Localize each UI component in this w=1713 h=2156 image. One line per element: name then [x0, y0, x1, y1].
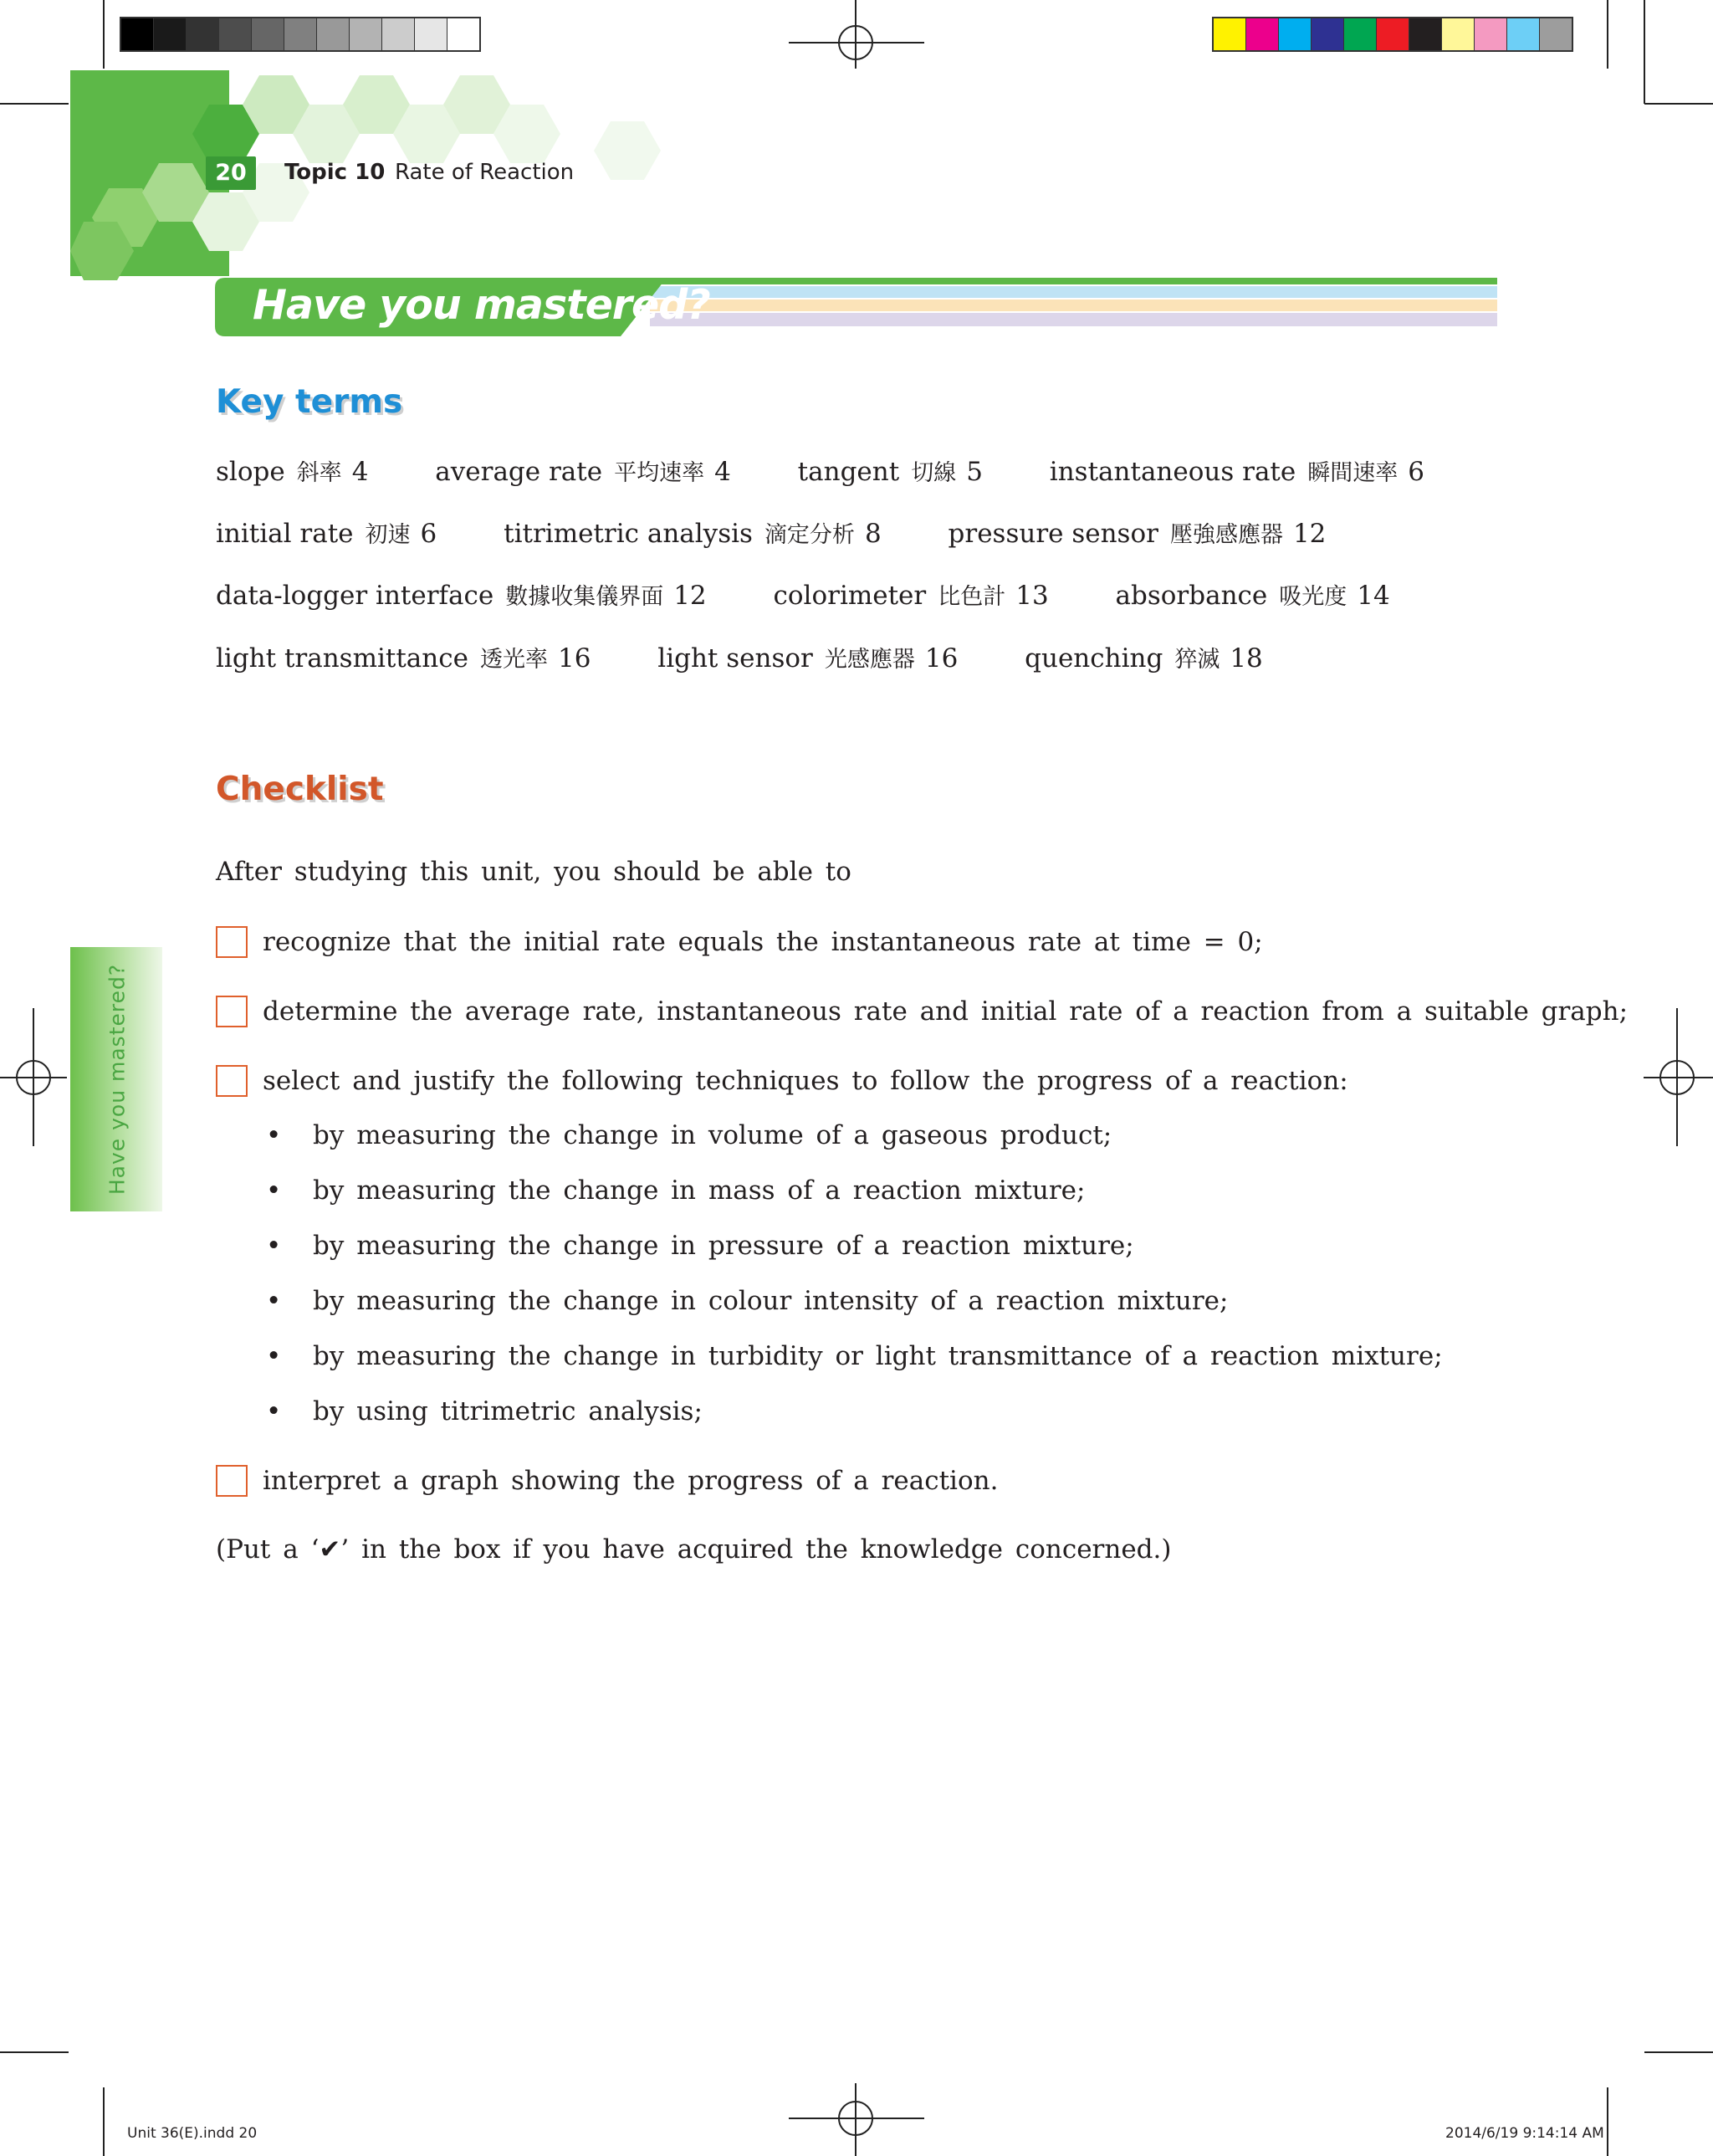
- page-number: 20: [215, 160, 247, 186]
- checkbox[interactable]: [216, 1065, 248, 1097]
- key-terms-heading: Key terms: [216, 383, 403, 421]
- banner-stripe-yellow: [650, 300, 1497, 311]
- bullet-icon: •: [266, 1175, 282, 1206]
- bullet-item: • by measuring the change in mass of a reaction mixture;: [266, 1175, 1086, 1206]
- banner-stripe-purple: [650, 313, 1497, 326]
- key-term: average rate 平均速率 4: [435, 457, 731, 487]
- bullet-icon: •: [266, 1396, 282, 1426]
- checklist-item-text: select and justify the following techniques to follow the progress of a reaction:: [263, 1066, 1348, 1096]
- bullet-item: • by measuring the change in turbidity or light transmittance of a reaction mixture;: [266, 1341, 1443, 1371]
- checklist-item-text: interpret a graph showing the progress of a reaction.: [263, 1466, 999, 1496]
- topic-name: Rate of Reaction: [395, 160, 575, 185]
- key-term: pressure sensor 壓強感應器 12: [948, 519, 1327, 549]
- key-term: titrimetric analysis 滴定分析 8: [504, 519, 882, 549]
- footer-file-slug: Unit 36(E).indd 20: [127, 2125, 258, 2142]
- checkbox[interactable]: [216, 996, 248, 1027]
- checkbox[interactable]: [216, 926, 248, 958]
- banner-stripe-blue: [650, 286, 1497, 298]
- key-terms-row-4: [216, 641, 1263, 673]
- checklist-item: [216, 924, 1263, 960]
- key-term: tangent 切線 5: [797, 457, 983, 487]
- key-term: absorbance 吸光度 14: [1115, 581, 1390, 611]
- checklist-heading: Checklist: [216, 771, 384, 808]
- key-term: slope 斜率 4: [216, 457, 369, 487]
- key-term: instantaneous rate 瞬間速率 6: [1049, 457, 1424, 487]
- banner-title: Have you mastered?: [253, 281, 710, 329]
- key-term: light transmittance 透光率 16: [216, 643, 591, 673]
- bullet-item: • by measuring the change in volume of a gaseous product;: [266, 1120, 1112, 1150]
- key-terms-row-3: [216, 578, 1390, 611]
- bullet-item: • by measuring the change in pressure of a reaction mixture;: [266, 1231, 1134, 1261]
- checkbox[interactable]: [216, 1465, 248, 1497]
- topic-label: Topic 10: [284, 160, 386, 185]
- key-term: data-logger interface 數據收集儀界面 12: [216, 581, 707, 611]
- footer-timestamp: 2014/6/19 9:14:14 AM: [1445, 2125, 1604, 2142]
- header-hexagon-decoration: [0, 0, 686, 284]
- checklist-item: [216, 1063, 1348, 1099]
- bullet-icon: •: [266, 1341, 282, 1371]
- checklist-item: [216, 993, 1628, 1030]
- bullet-icon: •: [266, 1286, 282, 1316]
- checklist-item: [216, 1462, 998, 1499]
- key-term: initial rate 初速 6: [216, 519, 437, 549]
- checklist-intro: After studying this unit, you should be able to: [216, 857, 851, 887]
- key-terms-row-1: [216, 454, 1424, 487]
- hexagon: [594, 121, 661, 180]
- key-term: colorimeter 比色計 13: [773, 581, 1049, 611]
- bullet-item: • by using titrimetric analysis;: [266, 1396, 703, 1426]
- checklist-note: (Put a ‘✔’ in the box if you have acquired the knowledge concerned.): [216, 1534, 1172, 1565]
- checklist-item-text: recognize that the initial rate equals the instantaneous rate at time = 0;: [263, 927, 1263, 957]
- key-term: light sensor 光感應器 16: [657, 643, 959, 673]
- side-tab-label: Have you mastered?: [105, 963, 130, 1196]
- checklist-item-text: determine the average rate, instantaneous rate and initial rate of a reaction from a suitable graph;: [263, 996, 1629, 1027]
- bullet-icon: •: [266, 1231, 282, 1261]
- key-terms-row-2: [216, 516, 1326, 549]
- bullet-icon: •: [266, 1120, 282, 1150]
- banner-stripe-green: [650, 278, 1497, 284]
- bullet-item: • by measuring the change in colour intensity of a reaction mixture;: [266, 1286, 1229, 1316]
- key-term: quenching 猝滅 18: [1025, 643, 1263, 673]
